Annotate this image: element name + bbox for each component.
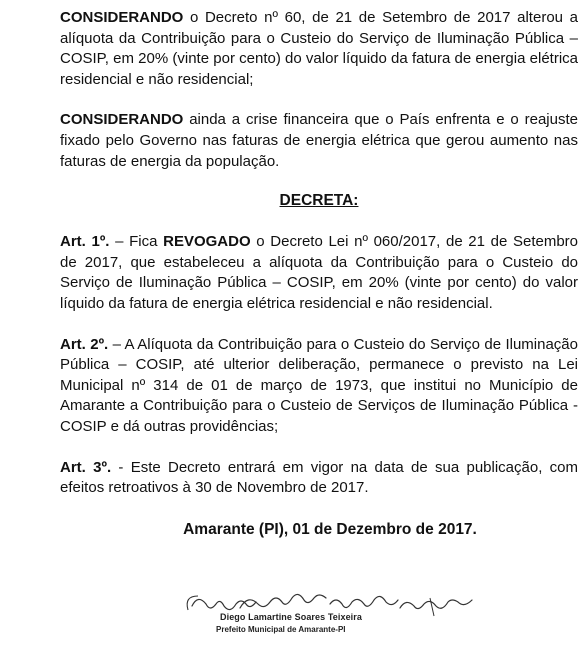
article-2-label: Art. 2º. [60, 335, 109, 353]
place-and-date: Amarante (PI), 01 de Dezembro de 2017. [183, 520, 477, 538]
decreta-heading: DECRETA: [279, 192, 359, 210]
decree-document [60, 8, 578, 539]
article-3 [60, 458, 578, 499]
article-2-text: – A Alíquota da Contribuição para o Custeio do Serviço de Iluminação Pública – COSIP, até ulterior deliberação, permanece o previsto na Lei Municipal nº 314 de 01 de março de 1973, que institui no Município de Amarante a Contribuição para o Custeio de Serviços de Iluminação Pública - COSIP e dá outras providências; [60, 335, 578, 435]
article-3-text: - Este Decreto entrará em vigor na data de sua publicação, com efeitos retroativos à 30 de Novembro de 2017. [60, 458, 579, 497]
article-3-label: Art. 3º. [60, 458, 112, 476]
considerando-text: ainda a crise financeira que o País enfrenta e o reajuste fixado pelo Governo nas faturas de energia elétrica que gerou aumento nas faturas de energia da população. [60, 111, 578, 170]
article-1-label: Art. 1º. [60, 233, 110, 251]
signer-name: Diego Lamartine Soares Teixeira [220, 612, 362, 622]
signer-title: Prefeito Municipal de Amarante-PI [216, 625, 346, 634]
article-2 [60, 335, 578, 438]
considerando-keyword: CONSIDERANDO [60, 111, 184, 129]
considerando-paragraph-2 [60, 110, 578, 172]
article-1 [60, 232, 578, 314]
considerando-paragraph-1 [60, 8, 578, 90]
signature-block [180, 588, 500, 648]
considerando-keyword: CONSIDERANDO [60, 9, 184, 26]
article-1-text-before: – Fica [109, 233, 164, 251]
considerando-text: o Decreto nº 60, de 21 de Setembro de 2017 alterou a alíquota da Contribuição para o Custeio do Serviço de Iluminação Pública – COSIP, em 20% (vinte por cento) do valor líquido da fatura de energia elétrica residencial e não residencial; [60, 9, 578, 88]
article-1-emphasis: REVOGADO [163, 233, 251, 251]
article-1-text-after: o Decreto Lei nº 060/2017, de 21 de Setembro de 2017, que estabeleceu a alíquota da Contribuição para o Custeio do Serviço de Iluminação Pública – COSIP, em 20% (vinte por cento) do valor líquido da fatura de energia elétrica residencial e não residencial. [60, 233, 579, 312]
